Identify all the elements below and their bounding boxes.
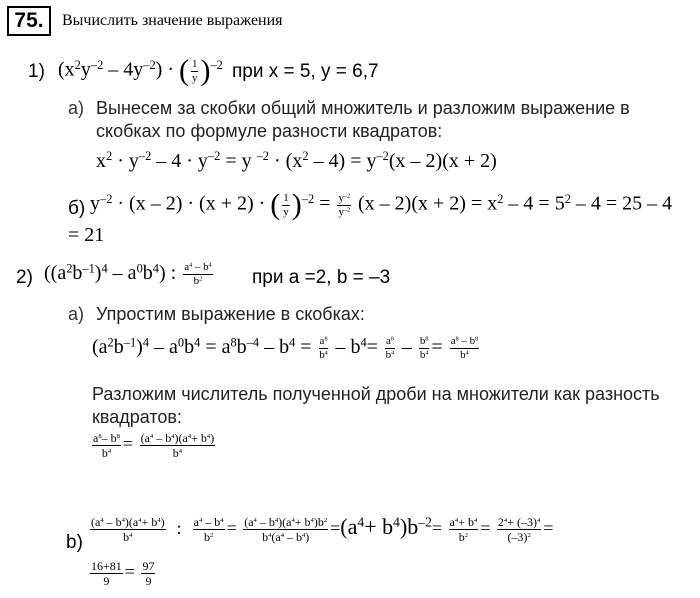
problem-1b-label: б)	[68, 198, 86, 219]
problem-1a-label: а)	[68, 98, 85, 118]
problem-1-condition: при x = 5, y = 6,7	[232, 61, 379, 82]
problem-2a-text-line1: Разложим числитель полученной дроби на множители как разность	[92, 384, 660, 404]
exercise-title: Вычислить значение выражения	[62, 12, 283, 29]
problem-1a-text-line2: скобках по формуле разности квадратов:	[96, 121, 443, 141]
problem-2a-text: Упростим выражение в скобках:	[96, 304, 365, 324]
problem-2a-label: а)	[68, 304, 85, 324]
problem-1-expression: $(x^2y^{-2} - 4y^{-2})$ · ( $\frac{1}{y}$ )$^{-2}$	[58, 54, 223, 87]
problem-1a-formula: $x^2 \cdot y^{-2} - 4 \cdot y^{-2} = y$ $^{-2} \cdot (x^2 - 4) = y^{-2}(x - 2)(x + 2)$	[96, 149, 497, 172]
exercise-number: 75.	[7, 6, 51, 36]
problem-1b-formula: $y^{-2} \cdot (x - 2) \cdot (x + 2)$ · ( $\frac{1}{y}$ )$^{-2}$ = $\frac{y^{-2}}{y^{-2}}$ $(x - 2)(x + 2) = x^2 - 4 = 5^2 - 4 = 25 - 4$	[90, 188, 673, 221]
problem-2b-result: $\frac{16+81}{9}$ = $\frac{97}{9}$	[91, 559, 155, 588]
problem-2-expression: $((a^2b^{-1})^4 - a^0b^4)$ : $\frac{a^4 - b^4}{b^2}$	[44, 261, 212, 287]
problem-2-condition: при а =2, b = –3	[252, 267, 391, 288]
problem-2b-label: b)	[66, 532, 83, 553]
problem-2a-text-line2: квадратов:	[92, 407, 182, 427]
problem-1b-result: = 21	[68, 224, 105, 246]
problem-2a-formula: $(a^2b^{-1})^4 - a^0b^4 = a^8b^{-4} - b^4$ = $\frac{a^8}{b^4}$ – $b^4=$ $\frac{a^8}{b^4}$ – $\frac{b^8}{b^4}$ = $\frac{a^8 - b^8}{b^4}$	[92, 335, 479, 361]
problem-2b-formula: $\frac{(a^4 - b^4)(a^4+ b^4)}{b^4}$ : $\frac{a^4 - b^4}{b^2}$ = $\frac{(a^4 - b^4)(a^4+ b^4)b^2}{b^4(a^4 - b^4)}$ $=(a^4+ b^4)b^{-2}=$ $\frac{a^4+ b^4}{b^2}$ = $\frac{2^4+ (-3)^4}{(-3)^2}$ =	[91, 514, 554, 545]
problem-1-label: 1)	[28, 61, 45, 82]
problem-2a-factored: $\frac{a^8- b^8}{b^4}$ = $\frac{(a^4 - b^4)(a^4+ b^4)}{b^4}$	[93, 431, 215, 460]
problem-1a-text-line1: Вынесем за скобки общий множитель и разложим выражение в	[96, 98, 630, 118]
problem-2-label: 2)	[16, 267, 33, 288]
